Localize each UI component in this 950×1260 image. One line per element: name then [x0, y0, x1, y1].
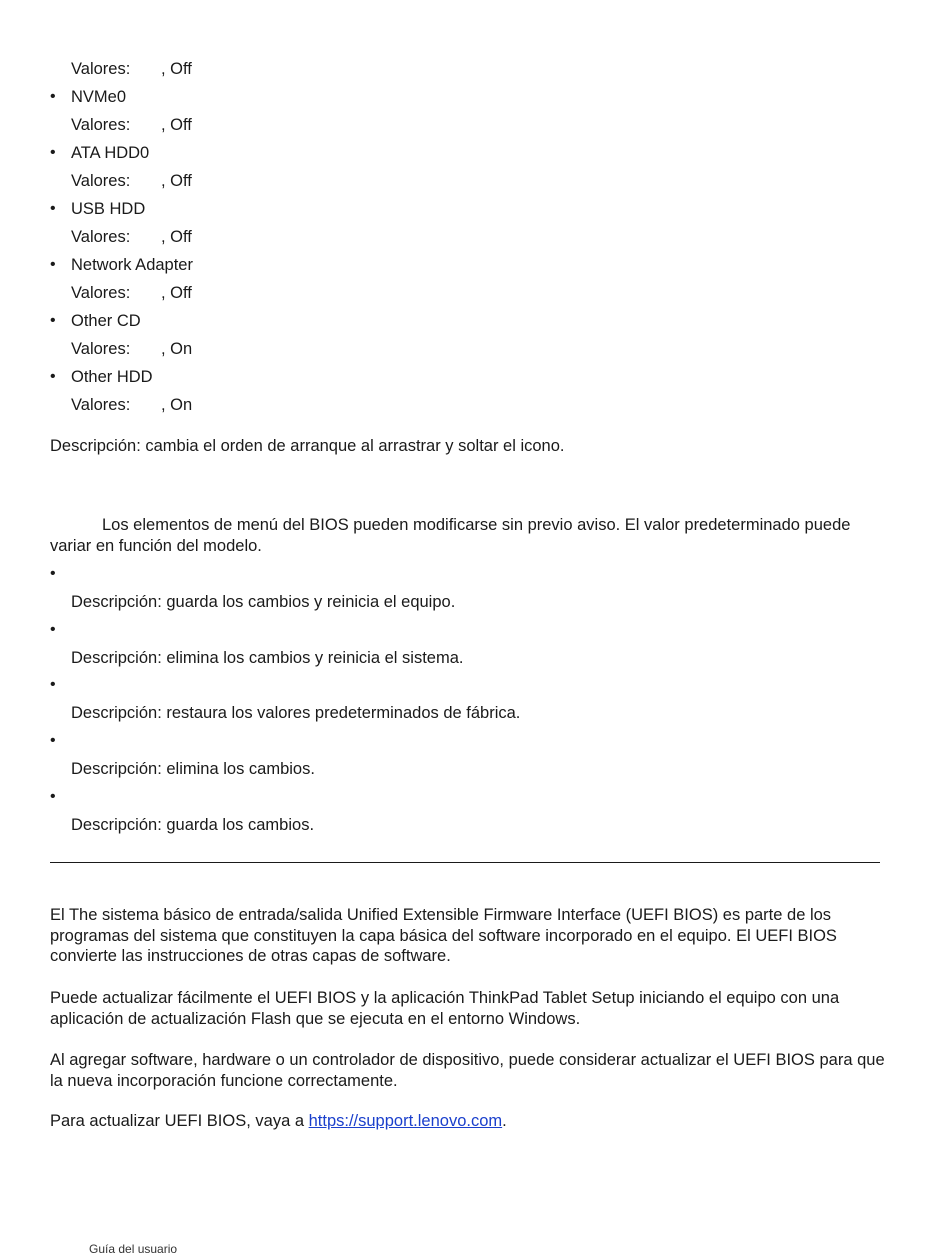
boot-item-label: NVMe0: [71, 88, 127, 106]
bullet: •: [50, 676, 56, 693]
values-label: Valores:: [71, 172, 131, 190]
uefi-paragraph-1: El The sistema básico de entrada/salida Unified Extensible Firmware Interface (UEFI BIOS) es parte de los programas del sistema que constituyen la capa básica del software incorporado en el equipo. El UEFI BIOS convierte las instrucciones de otras capas de software.: [50, 906, 837, 965]
values-text: , Off: [161, 228, 192, 246]
boot-values-row: [71, 172, 192, 191]
restart-item-description: Descripción: elimina los cambios.: [71, 760, 315, 778]
boot-order-description: Descripción: cambia el orden de arranque al arrastrar y soltar el icono.: [50, 437, 565, 455]
restart-item-description: Descripción: guarda los cambios y reinicia el equipo.: [71, 593, 456, 611]
values-label: Valores:: [71, 116, 131, 134]
values-text: , Off: [161, 60, 192, 78]
bullet: •: [50, 788, 56, 805]
boot-item-label: Other HDD: [71, 368, 153, 386]
bullet: •: [50, 368, 56, 385]
bullet: •: [50, 621, 56, 638]
restart-item-description: Descripción: elimina los cambios y reinicia el sistema.: [71, 649, 464, 667]
boot-item-label: Network Adapter: [71, 256, 193, 274]
boot-values-row: [71, 340, 192, 359]
boot-values-row: [71, 228, 192, 247]
values-label: Valores:: [71, 340, 131, 358]
boot-item-label: USB HDD: [71, 200, 146, 218]
boot-values-row: [71, 284, 192, 303]
values-label: Valores:: [71, 284, 131, 302]
values-text: , Off: [161, 172, 192, 190]
values-text: , On: [161, 340, 193, 358]
bullet: •: [50, 144, 56, 161]
bullet: •: [50, 312, 56, 329]
values-text: , Off: [161, 284, 192, 302]
bullet: •: [50, 88, 56, 105]
uefi-paragraph-3: Al agregar software, hardware o un controlador de dispositivo, puede considerar actualizar el UEFI BIOS para que la nueva incorporación funcione correctamente.: [50, 1051, 885, 1090]
update-instruction-text: Para actualizar UEFI BIOS, vaya a: [50, 1112, 309, 1130]
values-text: , Off: [161, 116, 192, 134]
uefi-paragraph-4: [50, 1111, 885, 1132]
note-paragraph: Los elementos de menú del BIOS pueden modificarse sin previo aviso. El valor predeterminado puede variar en función del modelo.: [50, 516, 851, 555]
sentence-end: .: [502, 1112, 507, 1130]
boot-values-row: [71, 396, 192, 415]
values-label: Valores:: [71, 228, 131, 246]
boot-item-label: Other CD: [71, 312, 141, 330]
boot-item-label: ATA HDD0: [71, 144, 150, 162]
uefi-paragraph-2: Puede actualizar fácilmente el UEFI BIOS y la aplicación ThinkPad Tablet Setup iniciando el equipo con una aplicación de actualización Flash que se ejecuta en el entorno Windows.: [50, 989, 840, 1028]
bullet: •: [50, 565, 56, 582]
restart-item-description: Descripción: guarda los cambios.: [71, 816, 315, 834]
restart-item-description: Descripción: restaura los valores predeterminados de fábrica.: [71, 704, 521, 722]
bullet: •: [50, 200, 56, 217]
lenovo-support-link[interactable]: https://support.lenovo.com: [308, 1112, 503, 1130]
values-label: Valores:: [71, 396, 131, 414]
boot-values-row: [71, 116, 192, 135]
values-label: Valores:: [71, 60, 131, 78]
values-text: , On: [161, 396, 193, 414]
bullet: •: [50, 732, 56, 749]
bullet: •: [50, 256, 56, 273]
boot-values-row: [71, 60, 192, 79]
page-footer: Guía del usuario: [89, 1242, 178, 1256]
section-divider: [50, 862, 880, 863]
